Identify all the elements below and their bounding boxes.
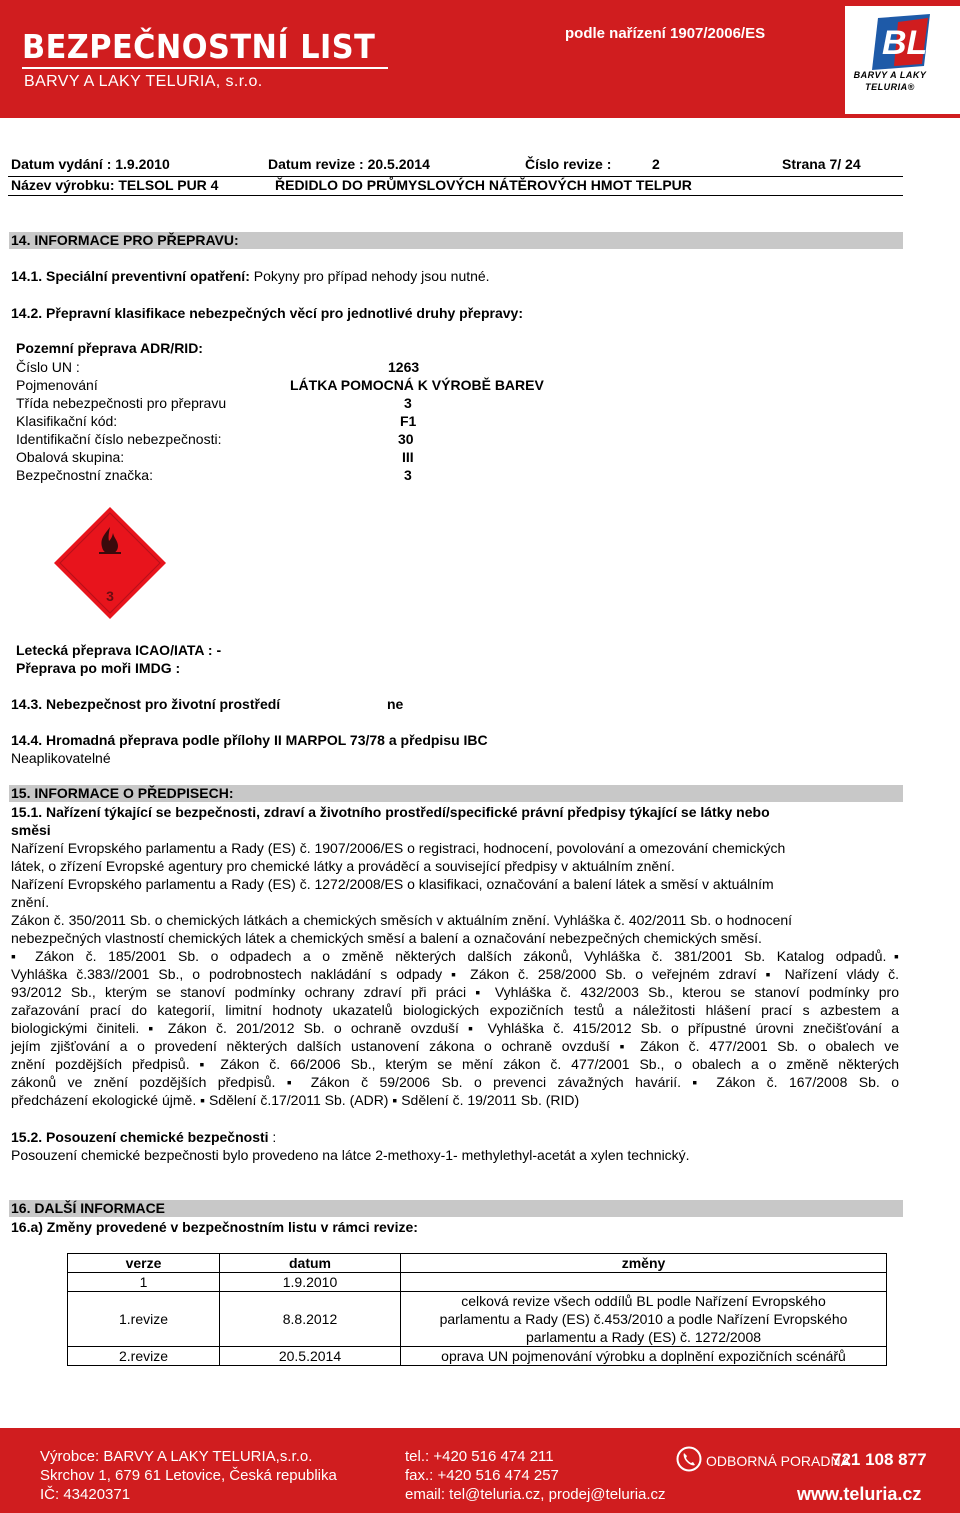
section-14-4-value: Neaplikovatelné xyxy=(11,750,111,766)
col-header-date: datum xyxy=(220,1254,401,1273)
logo-name-line2: TELURIA® xyxy=(865,82,915,92)
shipping-name-label: Pojmenování xyxy=(16,377,98,393)
meta-divider-bottom xyxy=(8,195,903,196)
regulation-line: nebezpečných vlastností chemických látek a chemických směsí a balení a označování nebezpečných chemických směsí. xyxy=(11,930,762,946)
revision-table xyxy=(67,1253,887,1366)
regulation-line: znění pozdějších předpisů. ▪ Zákon č. 66/2006 Sb., kterým se mění zákon č. 477/2001 Sb., o obalech a o změně některých xyxy=(11,1056,899,1072)
footer-email: email: tel@teluria.cz, prodej@teluria.cz xyxy=(405,1486,666,1503)
footer-fax: fax.: +420 516 474 257 xyxy=(405,1467,559,1484)
regulation-line: ▪ Zákon č. 185/2001 Sb. o odpadech a o změně některých dalších zákonů, Vyhláška č. 381/2001 Sb. Katalog odpadů.▪ xyxy=(11,948,899,964)
regulation-line: Nařízení Evropského parlamentu a Rady (ES) č. 1272/2008/ES o klasifikaci, označování a balení látek a směsí v aktuálním xyxy=(11,876,774,892)
section-15-2: 15.2. Posouzení chemické bezpečnosti : xyxy=(11,1129,277,1145)
regulation-line: zákonů ve znění pozdějších předpisů. ▪ Zákon č 59/2006 Sb. o prevenci závažných havárií. ▪ Zákon č. 167/2008 Sb. o xyxy=(11,1074,899,1090)
title-underline xyxy=(22,67,388,69)
placard-class-number: 3 xyxy=(106,588,114,604)
section-15-heading: 15. INFORMACE O PŘEDPISECH: xyxy=(11,785,234,801)
regulation-line: jejím zjišťování a o provedení některých dalších ustanovení zákona o ochraně ovzduší ▪ Zákon č. 477/2001 Sb. o obalech ve xyxy=(11,1038,899,1054)
page-number: Strana 7/ 24 xyxy=(782,156,861,172)
product-description: ŘEDIDLO DO PRŮMYSLOVÝCH NÁTĚROVÝCH HMOT TELPUR xyxy=(275,177,692,193)
regulation-line: látek, o zřízení Evropské agentury pro chemické látky a prováděcí a související předpisy v aktuálním znění. xyxy=(11,858,675,874)
section-14-heading: 14. INFORMACE PRO PŘEPRAVU: xyxy=(11,232,239,248)
road-transport-heading: Pozemní přeprava ADR/RID: xyxy=(16,340,203,356)
section-14-3-value: ne xyxy=(387,696,404,712)
shipping-name-value: LÁTKA POMOCNÁ K VÝROBĚ BAREV xyxy=(290,377,544,393)
footer-tel: tel.: +420 516 474 211 xyxy=(405,1448,554,1465)
logo-name-line1: BARVY A LAKY xyxy=(853,70,927,80)
footer-address: Skrchov 1, 679 61 Letovice, Česká republika xyxy=(40,1467,337,1484)
flammable-liquid-placard xyxy=(52,505,168,621)
hazard-class-value: 3 xyxy=(404,395,412,411)
logo-letters: BL xyxy=(882,24,928,62)
regulation-line: předcházení ekologické újmě. ▪ Sdělení č.17/2011 Sb. (ADR) ▪ Sdělení č. 19/2011 Sb. (RID) xyxy=(11,1092,580,1108)
regulation-text: podle nařízení 1907/2006/ES xyxy=(565,25,766,42)
section-16-sub: 16.a) Změny provedené v bezpečnostním listu v rámci revize: xyxy=(11,1219,418,1235)
section-14-1: 14.1. Speciální preventivní opatření: Pokyny pro případ nehody jsou nutné. xyxy=(11,268,490,284)
regulation-line: Vyhláška č.383//2001 Sb., o podrobnostech nakládání s odpady ▪ Zákon č. 258/2000 Sb. o veřejném zdraví ▪ Nařízení vlády č. xyxy=(11,966,899,982)
revision-number: 2 xyxy=(652,156,660,172)
company-name: BARVY A LAKY TELURIA, s.r.o. xyxy=(24,73,263,90)
document-title: BEZPEČNOSTNÍ LIST xyxy=(22,27,376,66)
col-header-changes: změny xyxy=(401,1254,887,1273)
air-transport: Letecká přeprava ICAO/IATA : - xyxy=(16,642,222,658)
hazard-class-label: Třída nebezpečnosti pro přepravu xyxy=(16,395,227,411)
un-number-label: Číslo UN : xyxy=(16,359,80,375)
website[interactable]: www.teluria.cz xyxy=(797,1484,922,1504)
section-16-heading: 16. DALŠÍ INFORMACE xyxy=(11,1200,166,1216)
section-14-2: 14.2. Přepravní klasifikace nebezpečných věcí pro jednotlivé druhy přepravy: xyxy=(11,305,523,321)
section-14-3-label: 14.3. Nebezpečnost pro životní prostředí xyxy=(11,696,281,712)
hotline-number: 721 108 877 xyxy=(832,1450,927,1469)
table-row: 1 1.9.2010 xyxy=(68,1273,887,1292)
table-row: 2.revize 20.5.2014 oprava UN pojmenování výrobku a doplnění expozičních scénářů xyxy=(68,1347,887,1366)
regulation-line: Nařízení Evropského parlamentu a Rady (ES) č. 1907/2006/ES o registraci, hodnocení, povolování a omezování chemických xyxy=(11,840,786,856)
logo-bl-mark xyxy=(868,14,934,72)
regulation-line: zařazování prací do kategorií, limitní hodnoty ukazatelů biologických expozičních testů a náležitosti hlášení prací s azbestem a xyxy=(11,1002,899,1018)
classification-code-value: F1 xyxy=(400,413,417,429)
hazard-id-label: Identifikační číslo nebezpečnosti: xyxy=(16,431,222,447)
safety-label-label: Bezpečnostní značka: xyxy=(16,467,153,483)
regulation-line: Zákon č. 350/2011 Sb. o chemických látkách a chemických směsích v aktuálním znění. Vyhláška č. 402/2011 Sb. o hodnocení xyxy=(11,912,793,928)
phone-icon xyxy=(676,1446,702,1472)
packing-group-label: Obalová skupina: xyxy=(16,449,125,465)
packing-group-value: III xyxy=(402,449,414,465)
hazard-id-value: 30 xyxy=(398,431,414,447)
un-number-value: 1263 xyxy=(388,359,420,375)
classification-code-label: Klasifikační kód: xyxy=(16,413,118,429)
revision-label: Číslo revize : xyxy=(525,156,612,172)
section-14-4: 14.4. Hromadná přeprava podle přílohy II MARPOL 73/78 a předpisu IBC xyxy=(11,732,488,748)
footer-ico: IČ: 43420371 xyxy=(40,1486,131,1503)
col-header-version: verze xyxy=(68,1254,220,1273)
regulations-text xyxy=(11,839,901,1109)
regulation-line: 93/2012 Sb., kterým se stanoví podmínky ochrany zdraví při práci ▪ Vyhláška č. 432/2003 Sb., kterou se stanoví podmínky pro xyxy=(11,984,899,1000)
sea-transport: Přeprava po moři IMDG : xyxy=(16,660,181,676)
product-name: Název výrobku: TELSOL PUR 4 xyxy=(11,177,219,193)
issue-date: Datum vydání : 1.9.2010 xyxy=(11,156,170,172)
revision-date: Datum revize : 20.5.2014 xyxy=(268,156,430,172)
regulation-line: biologickými činiteli. ▪ Zákon č. 201/2012 Sb. o ochraně ovzduší ▪ Vyhláška č. 415/2012 Sb. o přípustné úrovni znečišťování a xyxy=(11,1020,899,1036)
footer-maker: Výrobce: BARVY A LAKY TELURIA,s.r.o. xyxy=(40,1448,313,1465)
hotline-label: ODBORNÁ PORADNA xyxy=(706,1453,850,1469)
section-15-1-line1: 15.1. Nařízení týkající se bezpečnosti, zdraví a životního prostředí/specifické právní předpisy týkající se látky nebo xyxy=(11,804,770,820)
safety-label-value: 3 xyxy=(404,467,412,483)
table-row: 1.revize 8.8.2012 celková revize všech oddílů BL podle Nařízení Evropského parlamentu a Rady (ES) č.453/2010 a podle Nařízení Evropského parlamentu a Rady (ES) č. 1272/2008 xyxy=(68,1292,887,1347)
section-15-2-text: Posouzení chemické bezpečnosti bylo provedeno na látce 2-methoxy-1- methylethyl-acetát a xylen technický. xyxy=(11,1147,690,1163)
table-header-row xyxy=(68,1254,887,1273)
regulation-line: znění. xyxy=(11,894,50,910)
section-15-1-line2: směsi xyxy=(11,822,51,838)
